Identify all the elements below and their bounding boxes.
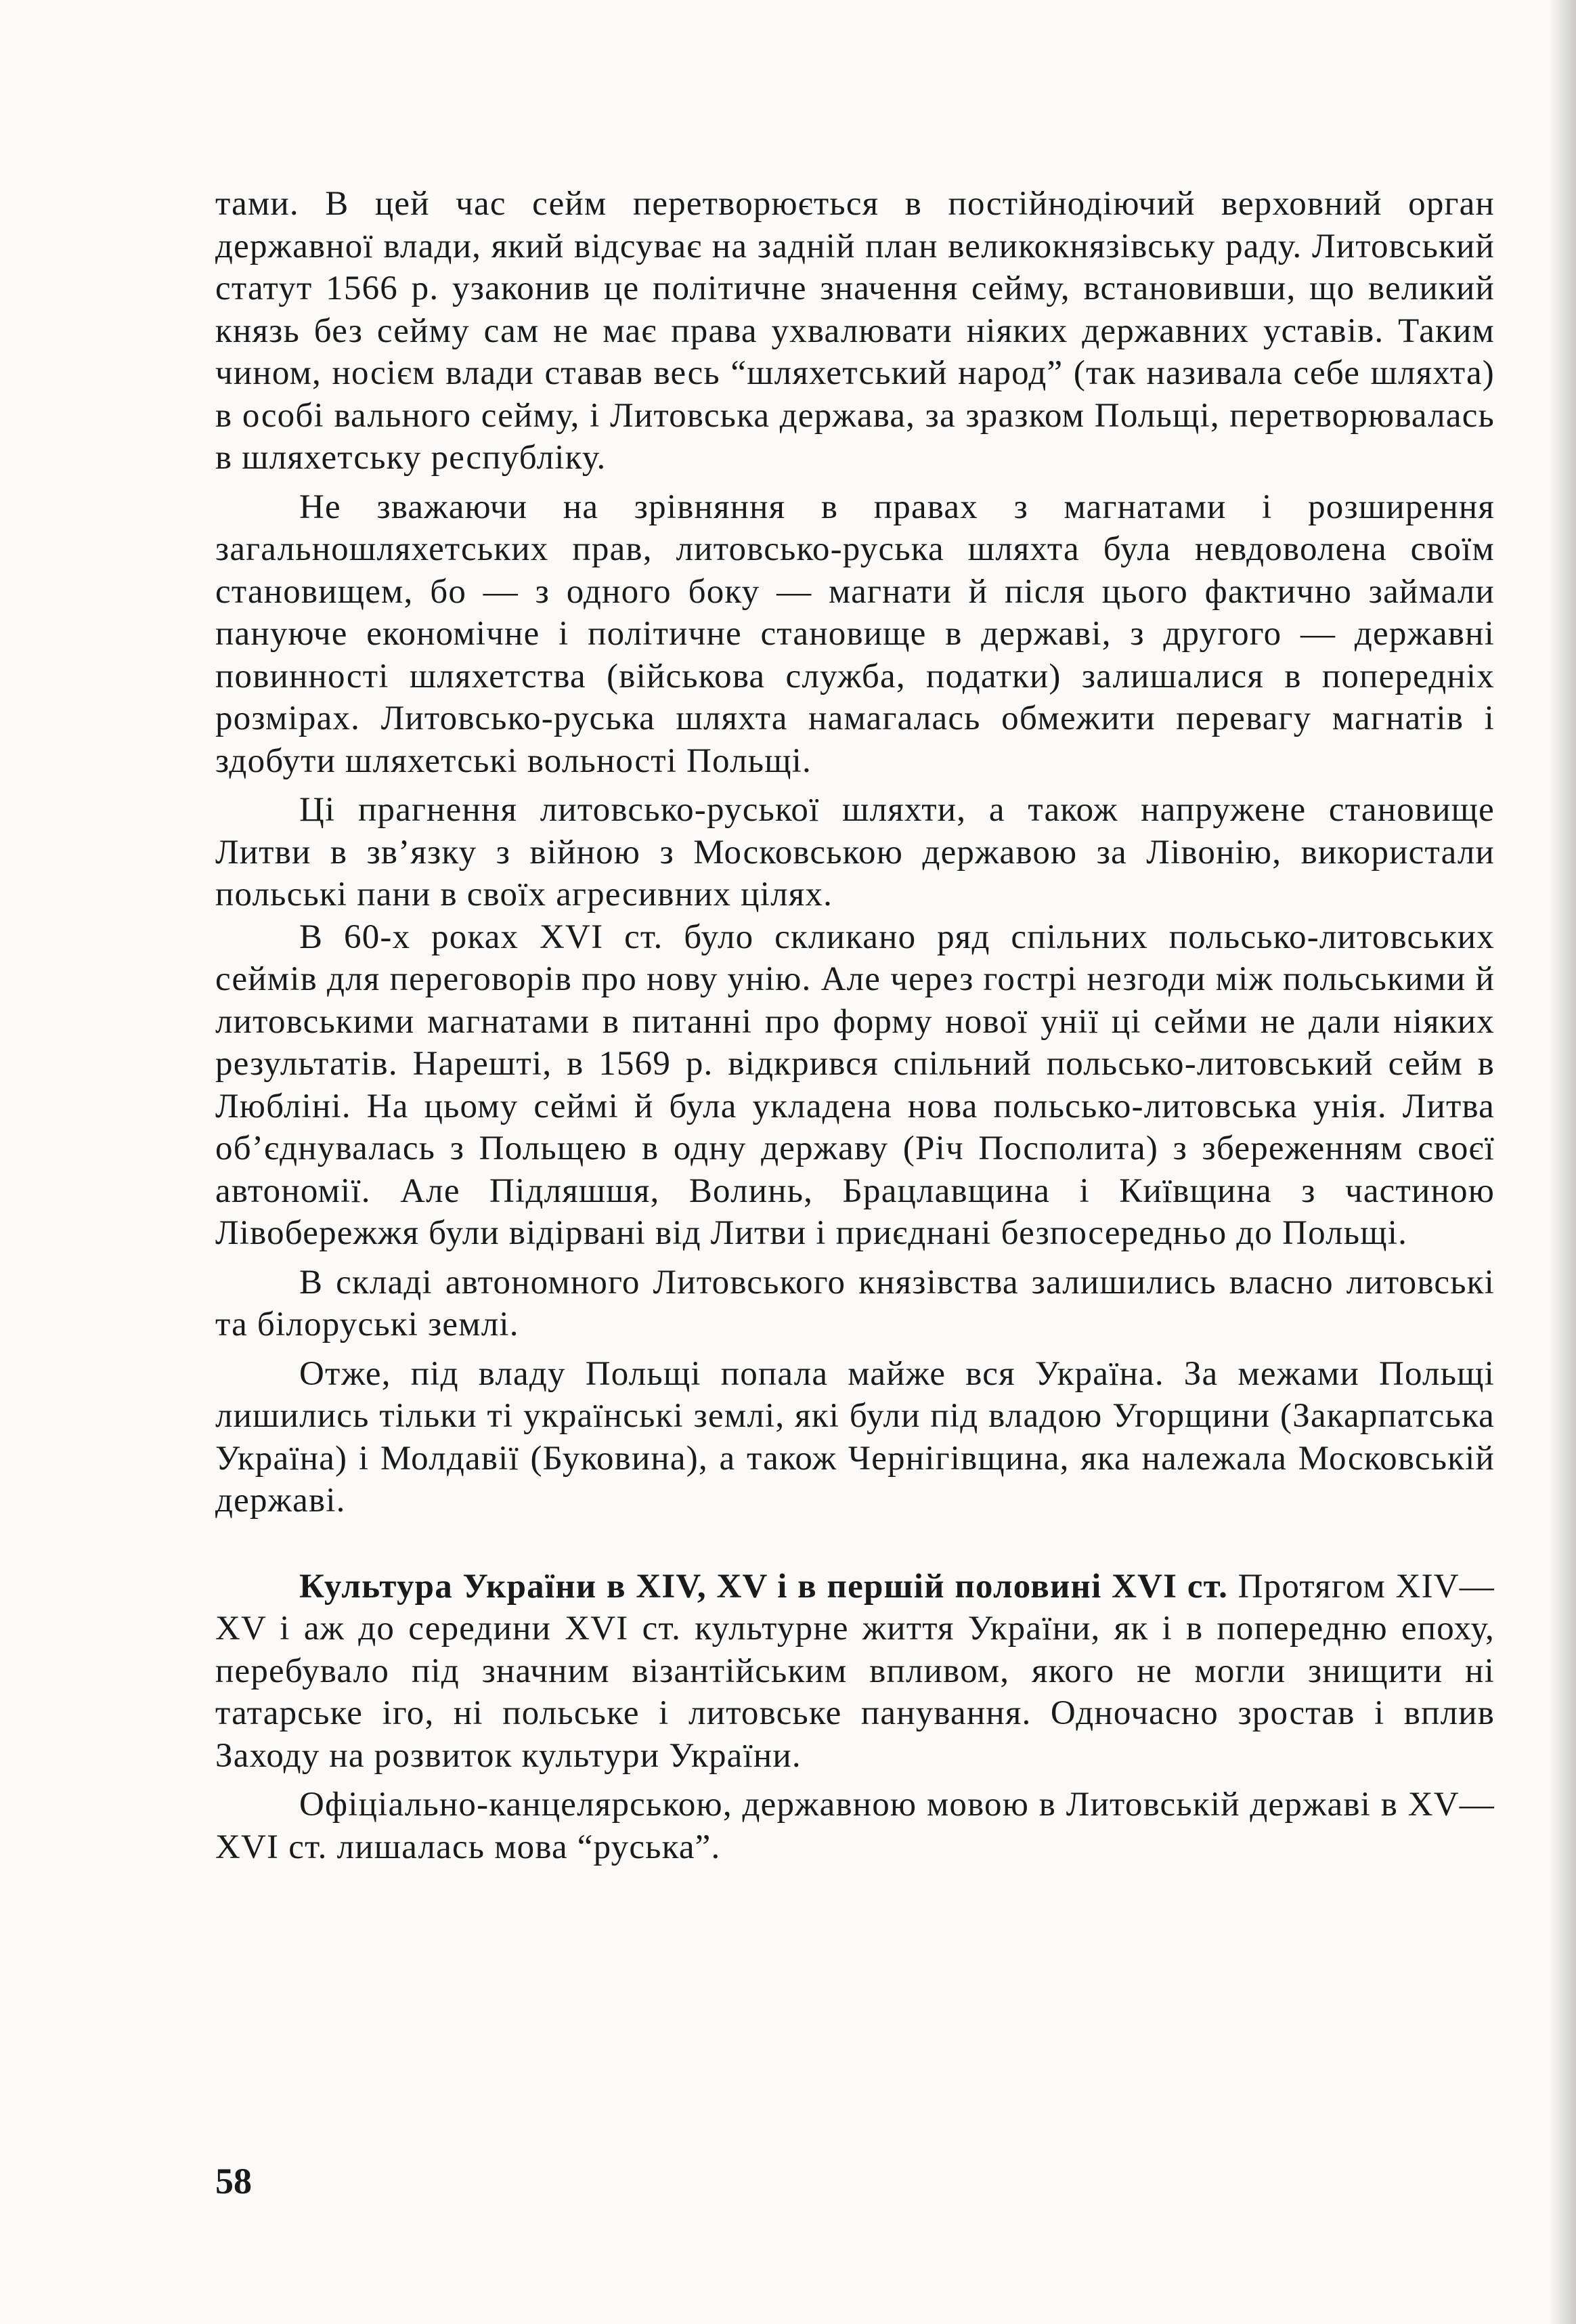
section-paragraph bbox=[215, 1566, 1495, 1778]
page-edge-shadow bbox=[1549, 0, 1576, 2324]
paragraph-3: Ці прагнення литовсько-руської шляхти, а також напружене становище Литви в зв’язку з війною з Московською державою за Лівонію, використали польські пани в своїх агресивних цілях. bbox=[215, 791, 1495, 913]
section-heading-rest: Протягом XIV—XV і аж до середини XVI ст. культурне життя України, як і в попередню епоху, перебувало під значним візантійським впливом, якого не могли знищити ні татарське іго, ні польське і литовське панування. Одночасно зростав і вплив Заходу на розвиток культури України. bbox=[215, 1567, 1495, 1775]
page-number: 58 bbox=[215, 2161, 252, 2201]
paragraph-1: тами. В цей час сейм перетворюється в постійнодіючий верховний орган державної влади, який відсуває на задній план великокнязівську раду. Литовський статут 1566 р. узаконив це політичне значення сейму, встановивши, що великий князь без сейму сам не має права ухвалювати ніяких державних уставів. Таким чином, носієм влади ставав весь “шляхетський народ” (так називала себе шляхта) в особі вального сейму, і Литовська держава, за зразком Польщі, перетворювалась в шляхетську республіку. bbox=[215, 185, 1495, 477]
paragraph-5: В складі автономного Литовського князівства залишились власно литовські та білоруські землі. bbox=[215, 1263, 1495, 1343]
paragraph-2: Не зважаючи на зрівняння в правах з магнатами і розширення загальношляхетських прав, литовсько-руська шляхта була невдоволена своїм становищем, бо — з одного боку — магнати й після цього фактично займали пануюче економічне і політичне становище в державі, з другого — державні повинності шляхетства (військова служба, податки) залишалися в попередніх розмірах. Литовсько-руська шляхта намагалась обмежити перевагу магнатів і здобути шляхетські вольності Польщі. bbox=[215, 488, 1495, 780]
page-text-block bbox=[215, 183, 1495, 1868]
paragraph-4: В 60-х роках XVI ст. було скликано ряд спільних польсько-литовських сеймів для переговорів про нову унію. Але через гострі незгоди між польськими й литовськими магнатами в питанні про форму нової унії ці сейми не дали ніяких результатів. Нарешті, в 1569 р. відкрився спільний польсько-литовський сейм в Любліні. На цьому сеймі й була укладена нова польсько-литовська унія. Литва об’єднувалась з Польщею в одну державу (Річ Посполита) з збереженням своєї автономії. Але Підляшшя, Волинь, Брацлавщина і Київщина з частиною Лівобережжя були відірвані від Литви і приєднані безпосередньо до Польщі. bbox=[215, 918, 1495, 1252]
paragraph-last: Офіціально-канцелярською, державною мовою в Литовській державі в XV—XVI ст. лишалась мова “руська”. bbox=[215, 1786, 1495, 1866]
section-heading: Культура України в XIV, XV і в першій половині XVI ст. bbox=[299, 1567, 1229, 1606]
paragraph-6: Отже, під владу Польщі попала майже вся Україна. За межами Польщі лишились тільки ті українські землі, які були під владою Угорщини (Закарпатська Україна) і Молдавії (Буковина), а також Чернігівщина, яка належала Московській державі. bbox=[215, 1354, 1495, 1520]
